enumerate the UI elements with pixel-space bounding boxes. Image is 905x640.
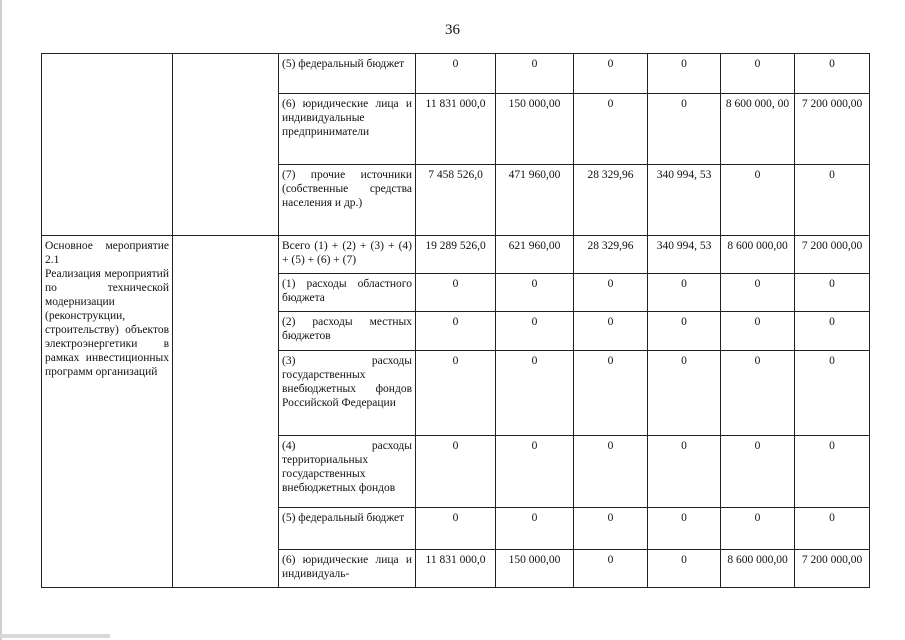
value-cell: 340 994, 53 <box>648 236 721 274</box>
value-cell: 0 <box>416 274 496 312</box>
value-cell: 0 <box>721 274 795 312</box>
executor-cell <box>173 54 279 236</box>
source-cell: (4) расходы территориальных государственных внебюджетных фондов <box>279 436 416 508</box>
value-cell: 0 <box>574 94 648 165</box>
value-cell: 0 <box>721 436 795 508</box>
value-cell: 0 <box>648 312 721 351</box>
value-cell: 0 <box>496 54 574 94</box>
value-cell: 150 000,00 <box>496 94 574 165</box>
source-cell: (2) расходы местных бюджетов <box>279 312 416 351</box>
value-cell: 0 <box>721 54 795 94</box>
value-cell: 0 <box>648 436 721 508</box>
value-cell: 0 <box>648 351 721 436</box>
value-cell: 7 200 000,00 <box>795 550 870 588</box>
value-cell: 0 <box>574 274 648 312</box>
value-cell: 0 <box>496 274 574 312</box>
value-cell: 0 <box>648 54 721 94</box>
value-cell: 0 <box>795 54 870 94</box>
value-cell: 340 994, 53 <box>648 165 721 236</box>
page-number: 36 <box>445 22 460 38</box>
value-cell: 0 <box>648 94 721 165</box>
value-cell: 0 <box>496 508 574 550</box>
value-cell: 0 <box>416 508 496 550</box>
value-cell: 0 <box>648 508 721 550</box>
value-cell: 0 <box>574 550 648 588</box>
activity-cell <box>42 236 173 588</box>
value-cell: 471 960,00 <box>496 165 574 236</box>
value-cell: 0 <box>416 436 496 508</box>
value-cell: 0 <box>574 508 648 550</box>
source-cell: (6) юридические лица и индивидуаль- <box>279 550 416 588</box>
value-cell: 11 831 000,0 <box>416 94 496 165</box>
scan-bottom-mark <box>0 634 110 638</box>
activity-title: Основное мероприятие 2.1 <box>45 240 169 266</box>
value-cell: 0 <box>416 351 496 436</box>
value-cell: 0 <box>574 54 648 94</box>
value-cell: 0 <box>721 351 795 436</box>
value-cell: 0 <box>721 165 795 236</box>
value-cell: 0 <box>496 351 574 436</box>
value-cell: 0 <box>795 312 870 351</box>
executor-cell <box>173 236 279 588</box>
value-cell: 0 <box>574 312 648 351</box>
value-cell: 28 329,96 <box>574 165 648 236</box>
value-cell: 8 600 000,00 <box>721 550 795 588</box>
value-cell: 0 <box>795 351 870 436</box>
source-cell: (7) прочие источники (собственные средства населения и др.) <box>279 165 416 236</box>
value-cell: 7 200 000,00 <box>795 94 870 165</box>
value-cell: 0 <box>648 550 721 588</box>
source-cell: (5) федеральный бюджет <box>279 54 416 94</box>
source-cell: (5) федеральный бюджет <box>279 508 416 550</box>
table-row <box>42 54 870 94</box>
value-cell: 0 <box>648 274 721 312</box>
funding-table <box>41 53 870 588</box>
value-cell: 19 289 526,0 <box>416 236 496 274</box>
value-cell: 0 <box>795 274 870 312</box>
value-cell: 7 200 000,00 <box>795 236 870 274</box>
value-cell: 11 831 000,0 <box>416 550 496 588</box>
activity-cell <box>42 54 173 236</box>
value-cell: 0 <box>574 436 648 508</box>
table-row <box>42 236 870 274</box>
value-cell: 621 960,00 <box>496 236 574 274</box>
value-cell: 28 329,96 <box>574 236 648 274</box>
source-cell: Всего (1) + (2) + (3) + (4) + (5) + (6) + (7) <box>279 236 416 274</box>
value-cell: 0 <box>496 312 574 351</box>
value-cell: 0 <box>496 436 574 508</box>
value-cell: 150 000,00 <box>496 550 574 588</box>
value-cell: 8 600 000,00 <box>721 236 795 274</box>
value-cell: 8 600 000, 00 <box>721 94 795 165</box>
value-cell: 7 458 526,0 <box>416 165 496 236</box>
value-cell: 0 <box>721 312 795 351</box>
value-cell: 0 <box>574 351 648 436</box>
scan-edge <box>0 0 2 640</box>
source-cell: (3) расходы государственных внебюджетных фондов Российской Федерации <box>279 351 416 436</box>
value-cell: 0 <box>795 508 870 550</box>
value-cell: 0 <box>795 165 870 236</box>
source-cell: (1) расходы областного бюджета <box>279 274 416 312</box>
source-cell: (6) юридические лица и индивидуальные предприниматели <box>279 94 416 165</box>
value-cell: 0 <box>416 312 496 351</box>
activity-description: Реализация мероприятий по технической модернизации (реконструкции, строительству) объектов электроэнергетики в рамках инвестиционных программ организаций <box>45 268 169 378</box>
value-cell: 0 <box>721 508 795 550</box>
value-cell: 0 <box>416 54 496 94</box>
value-cell: 0 <box>795 436 870 508</box>
